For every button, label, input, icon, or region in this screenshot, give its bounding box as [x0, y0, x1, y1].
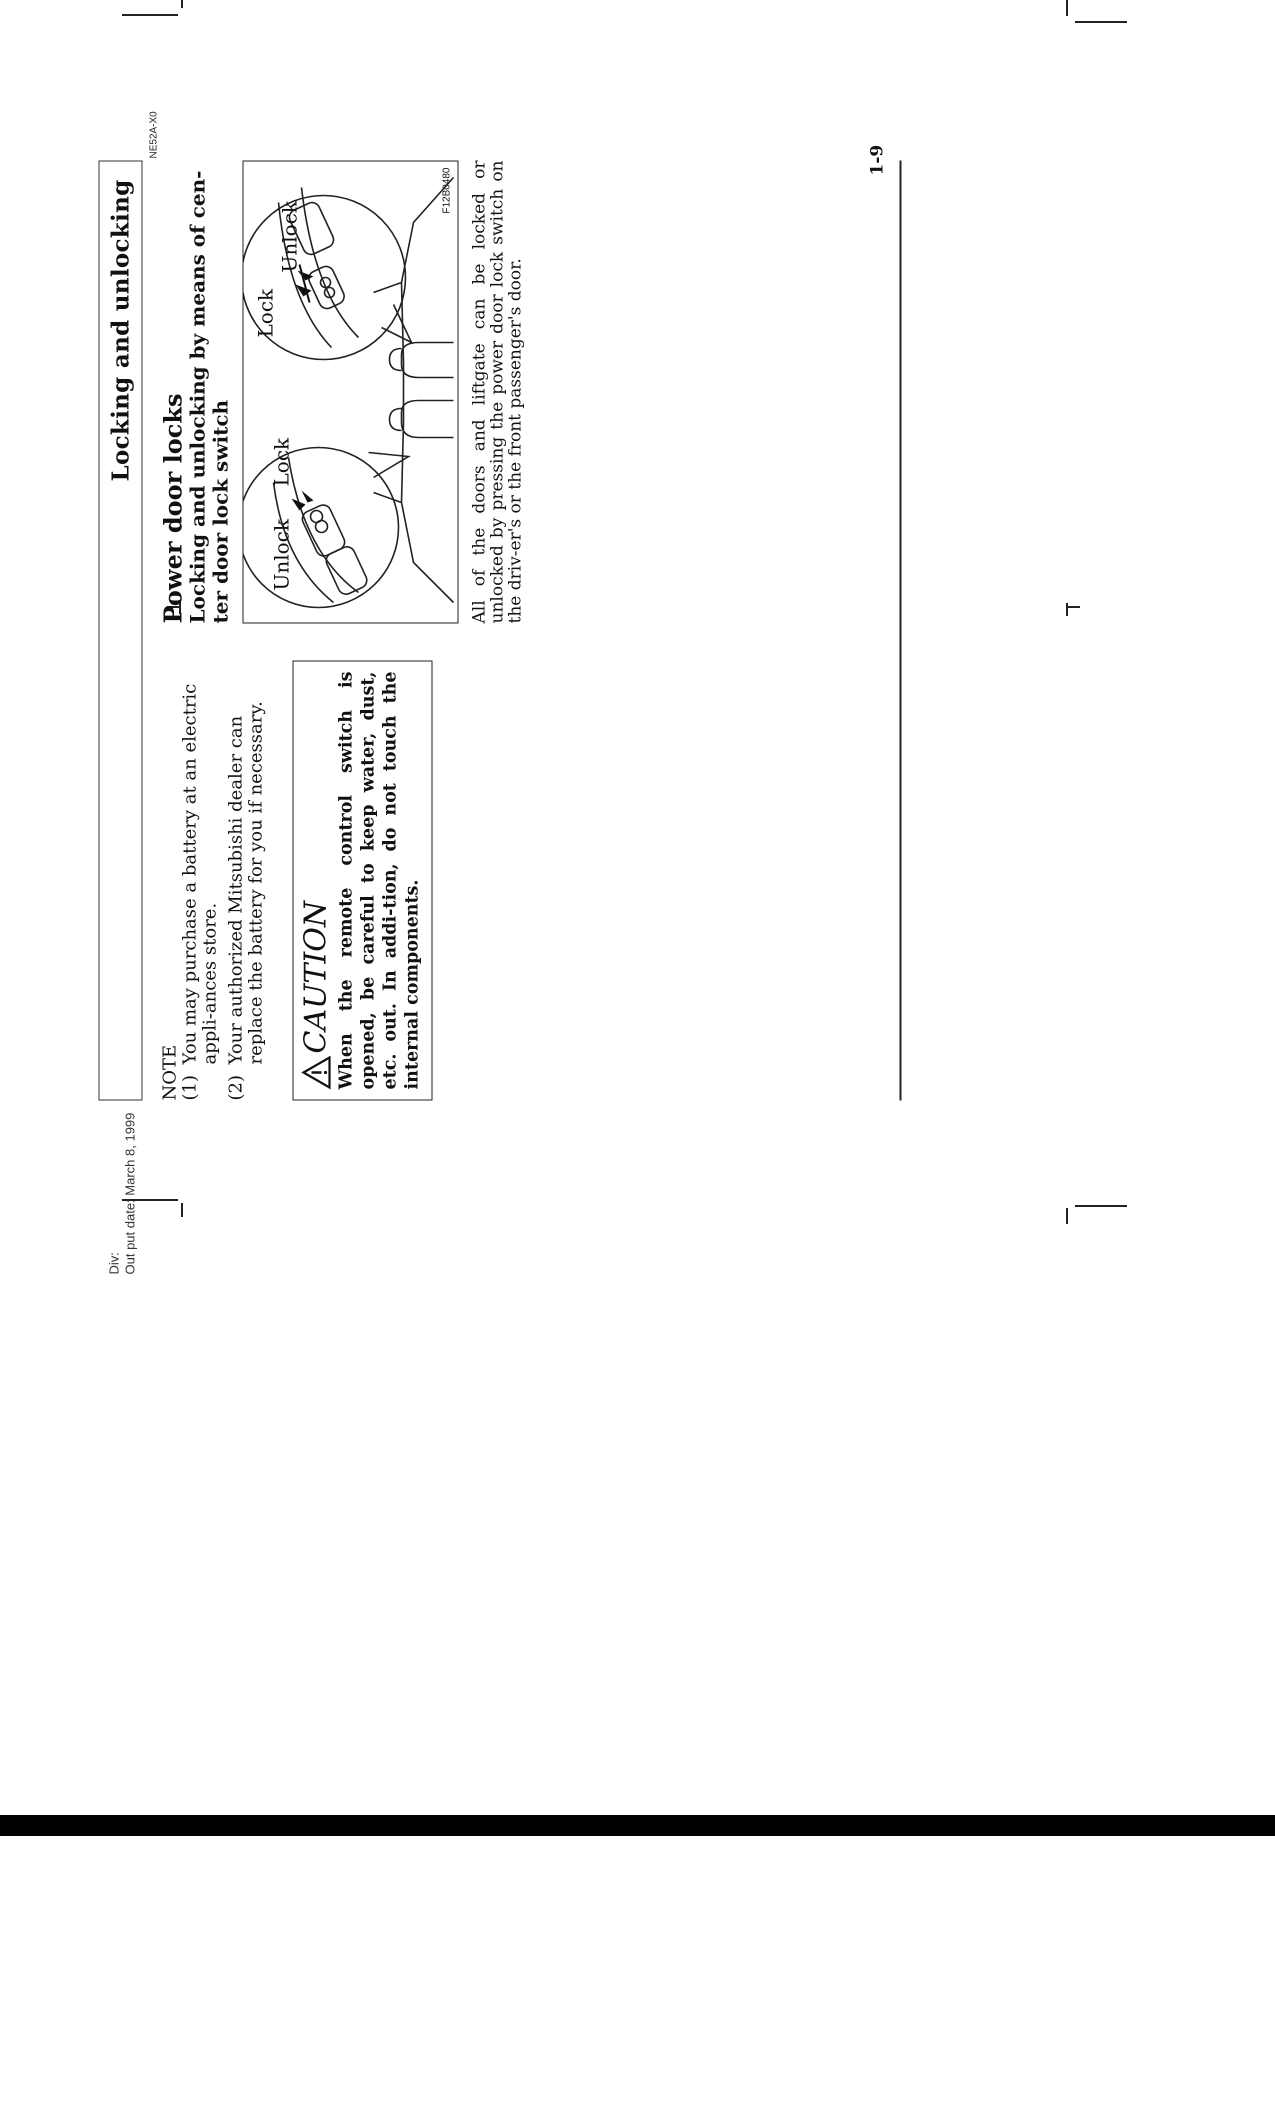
output-date: Out put date: March 8, 1999 — [122, 1112, 137, 1274]
caution-heading-text: CAUTION — [298, 900, 333, 1053]
note-item — [180, 655, 220, 1100]
left-lock-label: Lock — [269, 437, 293, 486]
crop-mark — [1068, 606, 1080, 608]
right-lock-label: Lock — [253, 288, 277, 337]
caution-text: When the remote control switch is opened, be careful to keep water, dust, etc. out. In addi-tion, do not touch the internal components. — [336, 671, 422, 1089]
section-subheading: Locking and unlocking by means of cen-ter door lock switch — [185, 170, 232, 623]
figure-code: F12B0480 — [441, 167, 452, 214]
div-label: Div: — [106, 1251, 121, 1274]
figure-caption: All of the doors and liftgate can be locked or unlocked by pressing the power door lock switch on the driv-er's or the front passenger's door. — [469, 160, 525, 623]
caution-heading — [299, 671, 333, 1089]
door-lock-illustration — [242, 160, 458, 623]
title-bar-text: Locking and unlocking — [106, 179, 134, 482]
page-header — [106, 1112, 138, 1274]
note-text: Your authorized Mitsubishi dealer can replace the battery for you if necessary. — [225, 700, 266, 1064]
crop-mark — [1075, 21, 1127, 23]
page-number: 1-9 — [867, 144, 887, 175]
caution-box — [292, 660, 432, 1100]
power-door-locks-section — [160, 160, 232, 623]
warning-triangle-icon — [301, 1055, 331, 1089]
note-item — [226, 655, 266, 1100]
note-number: (2) — [225, 1074, 246, 1100]
crop-mark — [1066, 603, 1068, 616]
right-unlock-label: Unlock — [277, 200, 301, 272]
section-title-bar — [98, 160, 142, 1100]
doc-code: NE52A-X0 — [148, 110, 159, 158]
footer-rule — [899, 160, 901, 1100]
left-unlock-label: Unlock — [269, 518, 293, 590]
note-label: NOTE — [159, 1044, 180, 1100]
crop-mark — [1066, 0, 1068, 16]
note-block — [160, 655, 272, 1100]
crop-mark — [1066, 1208, 1068, 1224]
section-heading: Power door locks — [158, 392, 187, 623]
note-text: You may purchase a battery at an electric appli-ances store. — [179, 683, 220, 1064]
crop-mark — [1075, 1205, 1127, 1207]
note-number: (1) — [179, 1074, 200, 1100]
